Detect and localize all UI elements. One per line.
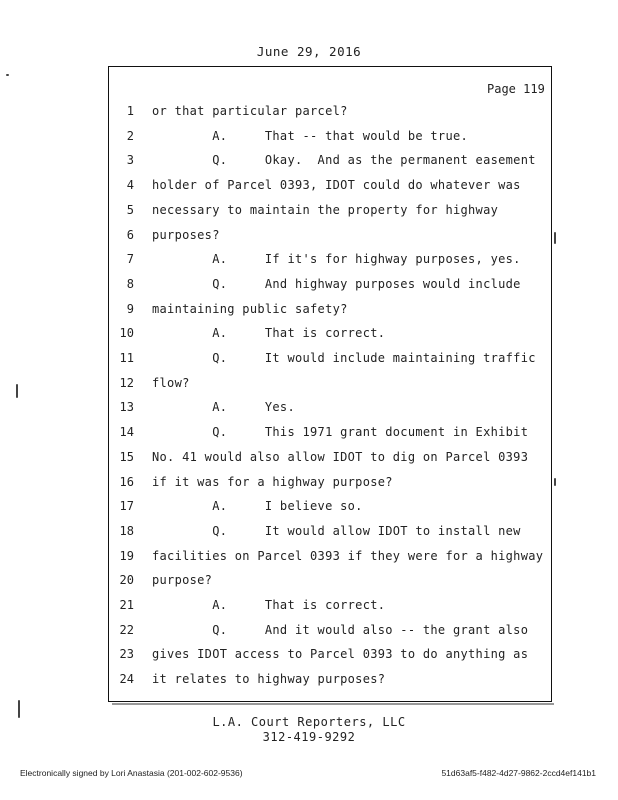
transcript-line: facilities on Parcel 0393 if they were for a highway: [152, 549, 544, 563]
transcript-line: Q. This 1971 grant document in Exhibit: [152, 425, 529, 439]
transcript-line: holder of Parcel 0393, IDOT could do whatever was: [152, 178, 521, 192]
document-hash: 51d63af5-f482-4d27-9862-2ccd4ef141b1: [441, 768, 596, 778]
line-number: 13: [119, 400, 134, 414]
scan-speck: [554, 478, 556, 486]
scan-speck: [554, 232, 556, 244]
line-number: 18: [119, 524, 134, 538]
line-number: 15: [119, 450, 134, 464]
line-number: 6: [126, 228, 134, 242]
transcript-line: A. Yes.: [152, 400, 295, 414]
page-number: Page 119: [487, 82, 545, 96]
line-number: 17: [119, 499, 134, 513]
line-number: 21: [119, 598, 134, 612]
line-number: 19: [119, 549, 134, 563]
line-number: 10: [119, 326, 134, 340]
transcript-line: gives IDOT access to Parcel 0393 to do anything as: [152, 647, 529, 661]
line-number: 14: [119, 425, 134, 439]
scan-speck: [18, 700, 20, 718]
electronic-signature: Electronically signed by Lori Anastasia (201-002-602-9536): [20, 768, 243, 778]
transcript-line: Q. And highway purposes would include: [152, 277, 521, 291]
line-number: 1: [126, 104, 134, 118]
transcript-line: purposes?: [152, 228, 220, 242]
line-number: 2: [126, 129, 134, 143]
transcript-line: Q. Okay. And as the permanent easement: [152, 153, 536, 167]
line-number: 5: [126, 203, 134, 217]
line-number: 16: [119, 475, 134, 489]
frame-divider: [112, 703, 554, 705]
transcript-line: A. That is correct.: [152, 598, 386, 612]
line-number: 20: [119, 573, 134, 587]
transcript-line: A. If it's for highway purposes, yes.: [152, 252, 521, 266]
transcript-line: if it was for a highway purpose?: [152, 475, 393, 489]
transcript-line: A. That -- that would be true.: [152, 129, 469, 143]
scan-speck: [16, 384, 18, 398]
transcript-line: Q. It would include maintaining traffic: [152, 351, 536, 365]
transcript-line: A. I believe so.: [152, 499, 363, 513]
transcript-line: A. That is correct.: [152, 326, 386, 340]
transcript-line: Q. It would allow IDOT to install new: [152, 524, 521, 538]
line-number: 7: [126, 252, 134, 266]
transcript-line: No. 41 would also allow IDOT to dig on Parcel 0393: [152, 450, 529, 464]
transcript-line: necessary to maintain the property for highway: [152, 203, 499, 217]
line-number: 8: [126, 277, 134, 291]
transcript-line: flow?: [152, 376, 190, 390]
line-number: 12: [119, 376, 134, 390]
line-number: 23: [119, 647, 134, 661]
line-number: 24: [119, 672, 134, 686]
transcript-line: purpose?: [152, 573, 213, 587]
line-number: 11: [119, 351, 134, 365]
transcript-line: maintaining public safety?: [152, 302, 348, 316]
scan-speck: [6, 74, 9, 76]
court-reporter-name: L.A. Court Reporters, LLC: [212, 715, 406, 729]
court-reporter-phone: 312-419-9292: [262, 730, 356, 744]
transcript-date: June 29, 2016: [256, 44, 362, 59]
line-number: 22: [119, 623, 134, 637]
transcript-line: it relates to highway purposes?: [152, 672, 386, 686]
transcript-line: Q. And it would also -- the grant also: [152, 623, 529, 637]
transcript-line: or that particular parcel?: [152, 104, 348, 118]
line-number: 9: [126, 302, 134, 316]
line-number: 4: [126, 178, 134, 192]
line-number: 3: [126, 153, 134, 167]
